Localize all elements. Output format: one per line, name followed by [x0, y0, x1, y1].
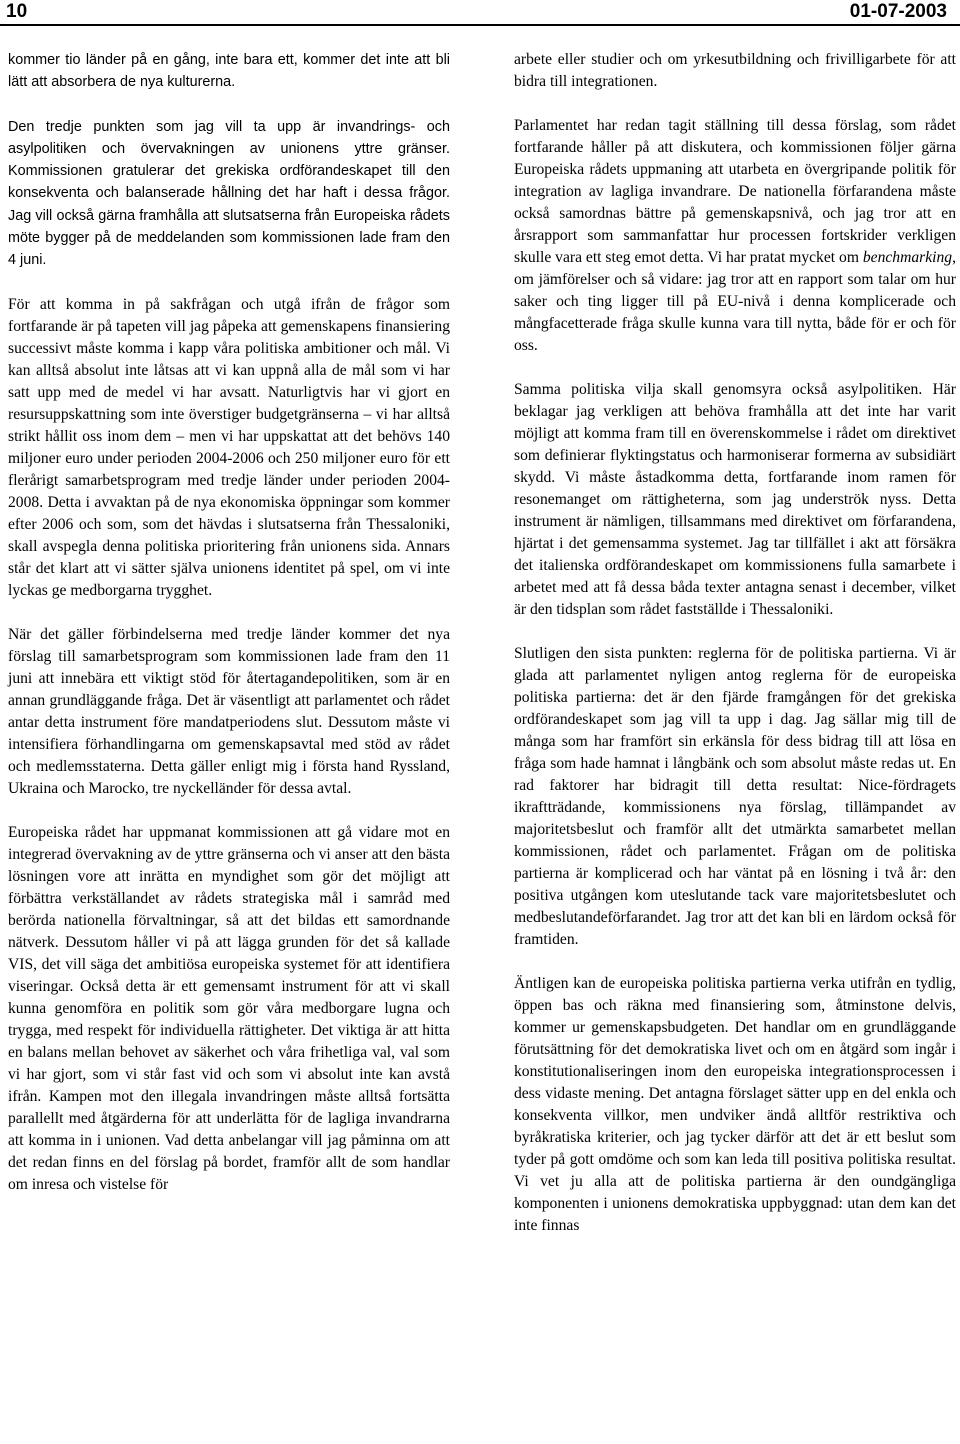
text-run: Samma politiska vilja skall genomsyra också asylpolitiken. Här beklagar jag verkligen att behöva framhålla att det inte har varit möjligt att komma fram till en överenskommelse i rådet om direktivet som definierar flyktingstatus och harmoniserar formerna av subsidiärt skydd. Vi måste åstadkomma detta, fortfarande inom ramen för resonemanget om rättigheterna, som jag underströk nyss. Detta instrument är nämligen, tillsammans med direktivet om förfarandena, hjärtat i det gemensamma systemet. Jag tar tillfället i akt att försäkra det italienska ordförandeskapet om kommissionens fulla samarbete i arbetet med att få dessa båda texter antagna senast i december, vilket är den tidsplan som rådet fastställde i Thessaloniki.: [514, 381, 956, 618]
right-column: [514, 49, 956, 1259]
text-run: , om jämförelser och så vidare: jag tror att en rapport som talar om hur saker och ting ligger till på EU-nivå i denna komplicerade och mångfacetterade fråga skulle kunna vara till nytta, både för er och för oss.: [514, 249, 956, 354]
text-run: Den tredje punkten som jag vill ta upp är invandrings- och asylpolitiken och övervakningen av unionens yttre gränser. Kommissionen gratulerar det grekiska ordförandeskapet till den konsekventa och balanserade hållning det har haft i dessa frågor. Jag vill också gärna framhålla att slutsatserna från Europeiska rådets möte bygger på de meddelanden som kommissionen lade fram den 4 juni.: [8, 118, 450, 269]
paragraph: [8, 822, 450, 1196]
paragraph: [8, 624, 450, 800]
page-date: 01-07-2003: [849, 1, 947, 22]
text-run: Slutligen den sista punkten: reglerna för de politiska partierna. Vi är glada att parlamentet nyligen antog reglerna för de europeiska politiska partierna: det är den fjärde framgången för det grekiska ordförandeskapet som jag vill ta upp i dag. Jag sällar mig till de många som har framfört sin erkänsla för dess bidrag till att lösa en fråga som hade hamnat i långbänk och som absolut måste redas ut. En rad faktorer har bidragit till detta resultat: Nice-fördragets ikraftträdande, kommissionens nya förslag, tillämpandet av majoritetsbeslut och framför allt det utmärkta samarbetet mellan kommissionen, rådet och parlamentet. Frågan om de politiska partierna är komplicerad och har väntat på en lösning i två år: den positiva utgången kom uteslutande tack vare majoritetsbeslutet och medbeslutandeförfarandet. Jag tror att det kan bli en lärdom också för framtiden.: [514, 645, 956, 948]
text-run: För att komma in på sakfrågan och utgå ifrån de frågor som fortfarande är på tapeten vill jag påpeka att gemenskapens finansiering successivt måste komma i kapp våra politiska ambitioner och mål. Vi kan alltså absolut inte låtsas att vi kan uppnå alla de mål som vi har satt upp med de medel vi har avsatt. Naturligtvis har vi gjort en resursuppskattning som inte överstiger budgetgränserna – vi har alltså strikt hållit oss inom dem – men vi har uppskattat att det behövs 140 miljoner euro under perioden 2004-2006 och 250 miljoner euro för ett flerårigt samarbetsprogram med tredje länder under perioden 2004-2008. Detta i avvaktan på de nya ekonomiska öppningar som kommer efter 2006 och som, som det hävdas i slutsatserna från Thessaloniki, skall avspegla denna politiska prioritering från unionens sida. Annars står det klart att vi sätter själva unionens identitet på spel, om vi inte lyckas ge medborgarna trygghet.: [8, 295, 450, 599]
left-column: [8, 49, 450, 1218]
page-number: 10: [6, 1, 28, 22]
text-run: Äntligen kan de europeiska politiska partierna verka utifrån en tydlig, öppen bas och räkna med finansiering som, åtminstone delvis, kommer ur gemenskapsbudgeten. Det handlar om en grundläggande förutsättning för det demokratiska livet och om en åtgärd som ingår i konstitutionaliseringen inom den europeiska integrationsprocessen i dess vidaste mening. Det antagna förslaget sätter upp en del enkla och konsekventa villkor, men undviker ändå alltför restriktiva och byråkratiska kriterier, och jag tycker därför att det är ett beslut som tyder på gott omdöme och som kan leda till positiva politiska resultat. Vi vet ju alla att de politiska partierna är den oundgängliga komponenten i unionens demokratiska uppbyggnad: utan dem kan det inte finnas: [514, 975, 956, 1234]
text-run: Europeiska rådet har uppmanat kommissionen att gå vidare mot en integrerad övervakning av de yttre gränserna och vi anser att den bästa lösningen vore att inrätta en myndighet som gör det möjligt att förbättra verkställandet av rådets strategiska mål i samråd med berörda nationella förvaltningar, så att det bildas ett samordnande nätverk. Dessutom håller vi på att lägga grunden för det så kallade VIS, det vill säga det ambitiösa europeiska systemet för att identifiera viseringar. Också detta är ett gemensamt instrument för att vi skall kunna genomföra en politik som gör våra medborgare lugna och trygga, med respekt för individuella rättigheter. Det viktiga är att hitta en balans mellan behovet av säkerhet och våra frihetliga val, val som vi har gjort, som vi står fast vid och som vi absolut inte kan avstå ifrån. Kampen mot den illegala invandringen måste alltså fortsätta parallellt med åtgärderna för att underlätta för de lagliga invandrarna att komma in i unionen. Vad detta anbelangar vill jag påminna om att det redan finns en del förslag på bordet, framför allt de som handlar om inresa och vistelse för: [8, 823, 450, 1193]
text-run: arbete eller studier och om yrkesutbildning och frivilligarbete för att bidra till integrationen.: [514, 51, 956, 90]
paragraph: [514, 49, 956, 93]
paragraph: [514, 115, 956, 357]
text-run: Parlamentet har redan tagit ställning till dessa förslag, som rådet fortfarande håller på att diskutera, och kommissionen följer gärna Europeiska rådets uppmaning att utarbeta en övergripande politik för integration av lagliga invandrare. De nationella förfarandena måste också samordnas bättre på gemenskapsnivå, och jag tror att en årsrapport som sammanfattar hur processen fortskrider verkligen skulle vara ett steg emot detta. Vi har pratat mycket om: [514, 117, 956, 266]
paragraph: [8, 49, 450, 94]
paragraph: [514, 379, 956, 621]
text-run: När det gäller förbindelserna med tredje länder kommer det nya förslag till samarbetsprogram som kommissionen lade fram den 11 juni att innebära ett viktigt stöd för återtagandepolitiken, som är en annan grundläggande fråga. Det är väsentligt att parlamentet och rådet antar detta instrument före mandatperiodens slut. Dessutom måste vi intensifiera förhandlingarna om gemenskapsavtal med stöd av rådet och medlemsstaterna. Detta gäller enligt mig i första hand Ryssland, Ukraina och Marocko, tre nyckelländer för dessa avtal.: [8, 625, 450, 797]
page-header: [0, 0, 960, 26]
paragraph: [8, 294, 450, 602]
paragraph: [514, 973, 956, 1237]
text-run: kommer tio länder på en gång, inte bara ett, kommer det inte att bli lätt att absorbera de nya kulturerna.: [8, 52, 450, 91]
italic-term: benchmarking: [862, 249, 953, 266]
paragraph: [514, 643, 956, 951]
paragraph: [8, 116, 450, 272]
